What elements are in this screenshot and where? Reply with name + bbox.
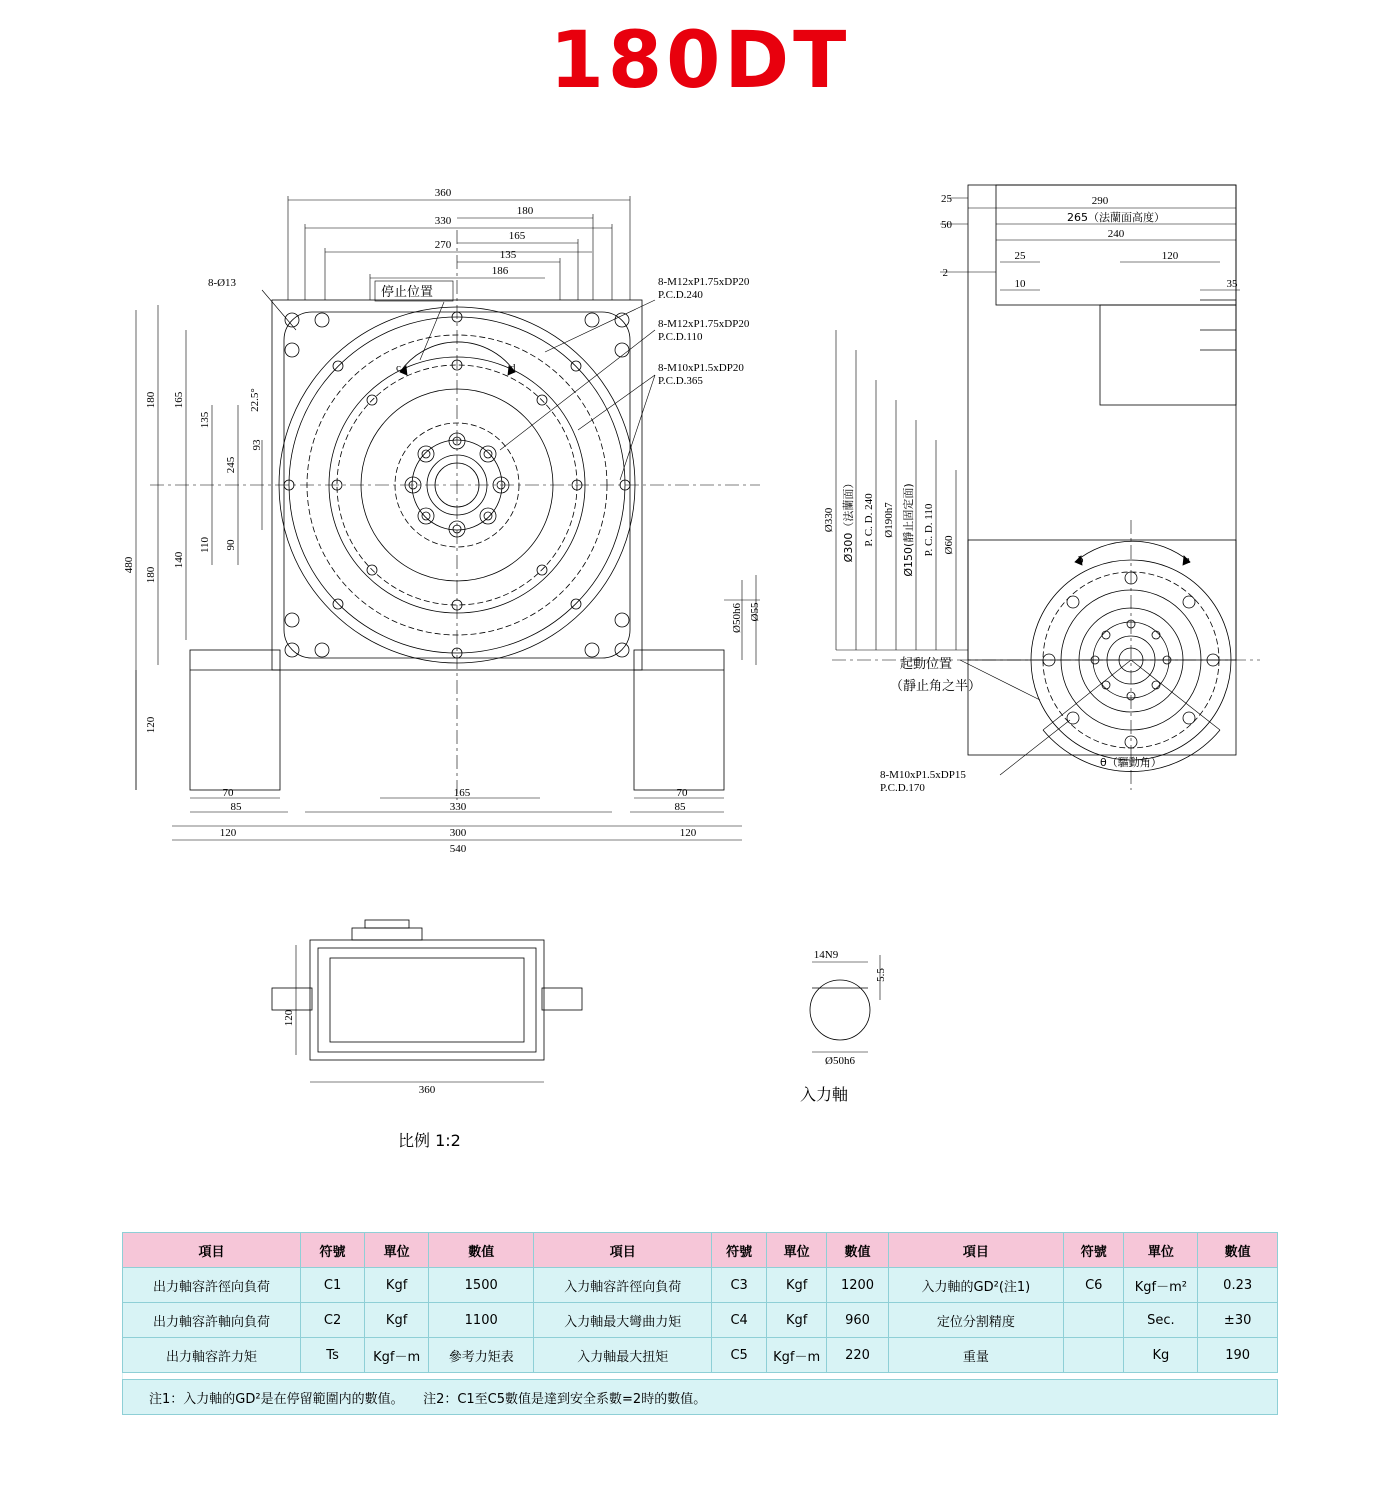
header-unit-3: 單位 xyxy=(1124,1233,1198,1268)
cell-r2c9 xyxy=(1064,1338,1124,1373)
dim-330: 330 xyxy=(434,215,452,227)
table-header-row xyxy=(123,1233,1278,1268)
cell-r2c6: Kgf－m xyxy=(766,1338,826,1373)
header-unit-2: 單位 xyxy=(766,1233,826,1268)
dim-left-140: 140 xyxy=(173,551,185,569)
sdim-50: 50 xyxy=(941,219,952,231)
dim-left-480: 480 xyxy=(123,556,135,574)
dim-left-93: 93 xyxy=(251,439,263,451)
cell-r2c11: 190 xyxy=(1198,1338,1278,1373)
dim-b-300: 300 xyxy=(449,827,467,839)
cell-r2c4: 入力軸最大扭矩 xyxy=(534,1338,712,1373)
cell-r1c4: 入力軸最大彎曲力矩 xyxy=(534,1303,712,1338)
sdim-pcd240: P. C. D. 240 xyxy=(863,493,875,547)
cell-r1c1: C2 xyxy=(301,1303,365,1338)
cell-r0c10: Kgf－m² xyxy=(1124,1268,1198,1303)
dim-b-70: 70 xyxy=(222,787,234,799)
callout-drive-angle: θ（驅動角） xyxy=(1100,756,1162,769)
sdim-d60: Ø60 xyxy=(943,535,955,555)
cell-r0c5: C3 xyxy=(712,1268,767,1303)
shaft-5-5: 5.5 xyxy=(875,968,887,982)
fdim-120: 120 xyxy=(283,1009,295,1027)
sdim-10: 10 xyxy=(1014,278,1026,290)
dim-b-85: 85 xyxy=(230,801,242,813)
cell-r0c6: Kgf xyxy=(766,1268,826,1303)
table-notes-row xyxy=(123,1380,1278,1415)
sdim-25: 25 xyxy=(941,193,952,205)
sdim-120: 120 xyxy=(1161,250,1179,262)
cell-r1c10: Sec. xyxy=(1124,1303,1198,1338)
dim-b-540: 540 xyxy=(449,843,467,855)
table-notes: 注1：入力軸的GD²是在停留範圍内的數值。 注2：C1至C5數值是達到安全系數=2時的數值。 xyxy=(123,1380,1278,1415)
leader-lines xyxy=(262,290,655,480)
page-title: 180DT xyxy=(549,16,851,106)
cell-r1c11: ±30 xyxy=(1198,1303,1278,1338)
cell-r0c1: C1 xyxy=(301,1268,365,1303)
dim-left-180b: 180 xyxy=(145,566,157,584)
callout-m10-170-l1: 8-M10xP1.5xDP15 xyxy=(880,769,966,781)
cell-r2c5: C5 xyxy=(712,1338,767,1373)
header-unit-1: 單位 xyxy=(365,1233,429,1268)
callout-m12-240-l1: 8-M12xP1.75xDP20 xyxy=(658,276,750,288)
dim-165: 165 xyxy=(508,230,526,242)
cell-r1c3: 1100 xyxy=(429,1303,534,1338)
callout-8-d13: 8-Ø13 xyxy=(207,277,237,289)
dim-left-245: 245 xyxy=(225,456,237,474)
sdim-265: 265（法蘭面高度） xyxy=(1067,211,1165,224)
table-row xyxy=(123,1303,1278,1338)
cell-r0c2: Kgf xyxy=(365,1268,429,1303)
dim-186: 186 xyxy=(491,265,509,277)
cell-r2c10: Kg xyxy=(1124,1338,1198,1373)
header-symbol-2: 符號 xyxy=(712,1233,767,1268)
dim-180: 180 xyxy=(516,205,534,217)
fdim-360: 360 xyxy=(418,1084,436,1096)
sdim-d150: Ø150(靜止固定面) xyxy=(902,483,915,577)
arrow-label-b: b xyxy=(1078,554,1084,566)
cell-r0c7: 1200 xyxy=(827,1268,888,1303)
sdim-25b: 25 xyxy=(1014,250,1026,262)
callout-m10-170-l2: P.C.D.170 xyxy=(880,782,925,794)
dim-b-70b: 70 xyxy=(676,787,688,799)
header-item-2: 項目 xyxy=(534,1233,712,1268)
sdim-240: 240 xyxy=(1107,228,1125,240)
dim-left-120: 120 xyxy=(145,716,157,734)
header-item-3: 項目 xyxy=(888,1233,1064,1268)
callout-m12-110-l1: 8-M12xP1.75xDP20 xyxy=(658,318,750,330)
header-value-3: 數值 xyxy=(1198,1233,1278,1268)
spec-table xyxy=(122,1232,1278,1415)
table-row xyxy=(123,1338,1278,1373)
dim-left-135: 135 xyxy=(199,411,211,429)
dim-left-110: 110 xyxy=(199,536,211,554)
sdim-pcd110: P. C. D. 110 xyxy=(923,503,935,557)
callout-start-position-l1: 起動位置 xyxy=(900,657,953,672)
cell-r0c8: 入力軸的GD²(注1) xyxy=(888,1268,1064,1303)
sdim-d330: Ø330 xyxy=(823,507,835,533)
cell-r1c7: 960 xyxy=(827,1303,888,1338)
dim-360: 360 xyxy=(434,187,452,199)
arrow-label-a: a xyxy=(1185,554,1190,566)
sdim-2: 2 xyxy=(942,267,948,279)
callout-m12-110-l2: P.C.D.110 xyxy=(658,331,703,343)
dim-270: 270 xyxy=(434,239,452,251)
scale-note: 比例 1:2 xyxy=(398,1131,461,1150)
input-shaft-label: 入力軸 xyxy=(800,1085,849,1104)
sdim-d190h7: Ø190h7 xyxy=(883,502,895,538)
cell-r1c5: C4 xyxy=(712,1303,767,1338)
side-view-body xyxy=(968,185,1236,660)
cell-r0c3: 1500 xyxy=(429,1268,534,1303)
top-dimensions xyxy=(288,196,630,300)
cell-r0c11: 0.23 xyxy=(1198,1268,1278,1303)
dim-b-165: 165 xyxy=(453,787,471,799)
dim-d55: Ø55 xyxy=(749,602,761,622)
cell-r2c1: Ts xyxy=(301,1338,365,1373)
dim-b-330: 330 xyxy=(449,801,467,813)
table-row xyxy=(123,1268,1278,1303)
cell-r2c8: 重量 xyxy=(888,1338,1064,1373)
dim-left-180a: 180 xyxy=(145,391,157,409)
cell-r2c3: 參考力矩表 xyxy=(429,1338,534,1373)
callout-start-position-l2: （靜止角之半） xyxy=(890,679,982,694)
cell-r0c0: 出力軸容許徑向負荷 xyxy=(123,1268,301,1303)
dim-b-120a: 120 xyxy=(219,827,237,839)
dim-135: 135 xyxy=(499,249,517,261)
cell-r1c6: Kgf xyxy=(766,1303,826,1338)
sdim-35: 35 xyxy=(1226,278,1238,290)
cell-r2c7: 220 xyxy=(827,1338,888,1373)
dim-d50h6: Ø50h6 xyxy=(731,603,743,633)
arrow-label-d: d xyxy=(510,362,516,374)
callout-stop-position: 停止位置 xyxy=(381,285,434,300)
cell-r1c8: 定位分割精度 xyxy=(888,1303,1064,1338)
shaft-circle xyxy=(810,980,870,1040)
arrow-label-c: c xyxy=(396,362,401,374)
shaft-14N9: 14N9 xyxy=(813,949,839,961)
sdim-290: 290 xyxy=(1091,195,1109,207)
cell-r1c0: 出力軸容許軸向負荷 xyxy=(123,1303,301,1338)
header-value-1: 數值 xyxy=(429,1233,534,1268)
cell-r0c9: C6 xyxy=(1064,1268,1124,1303)
header-symbol-3: 符號 xyxy=(1064,1233,1124,1268)
callout-m10-365-l2: P.C.D.365 xyxy=(658,375,703,387)
callout-m12-240-l2: P.C.D.240 xyxy=(658,289,703,301)
dim-left-90: 90 xyxy=(225,539,237,551)
callout-m10-365-l1: 8-M10xP1.5xDP20 xyxy=(658,362,744,374)
cell-r2c2: Kgf－m xyxy=(365,1338,429,1373)
cell-r2c0: 出力軸容許力矩 xyxy=(123,1338,301,1373)
dim-b-85b: 85 xyxy=(674,801,686,813)
dim-b-120b: 120 xyxy=(679,827,697,839)
header-symbol-1: 符號 xyxy=(301,1233,365,1268)
sdim-d300: Ø300（法蘭面） xyxy=(842,477,855,563)
cell-r0c4: 入力軸容許徑向負荷 xyxy=(534,1268,712,1303)
dim-angle: 22.5° xyxy=(249,388,261,412)
header-item-1: 項目 xyxy=(123,1233,301,1268)
cell-r1c9 xyxy=(1064,1303,1124,1338)
cell-r1c2: Kgf xyxy=(365,1303,429,1338)
header-value-2: 數值 xyxy=(827,1233,888,1268)
dim-left-165: 165 xyxy=(173,391,185,409)
shaft-d50h6: Ø50h6 xyxy=(825,1055,855,1067)
